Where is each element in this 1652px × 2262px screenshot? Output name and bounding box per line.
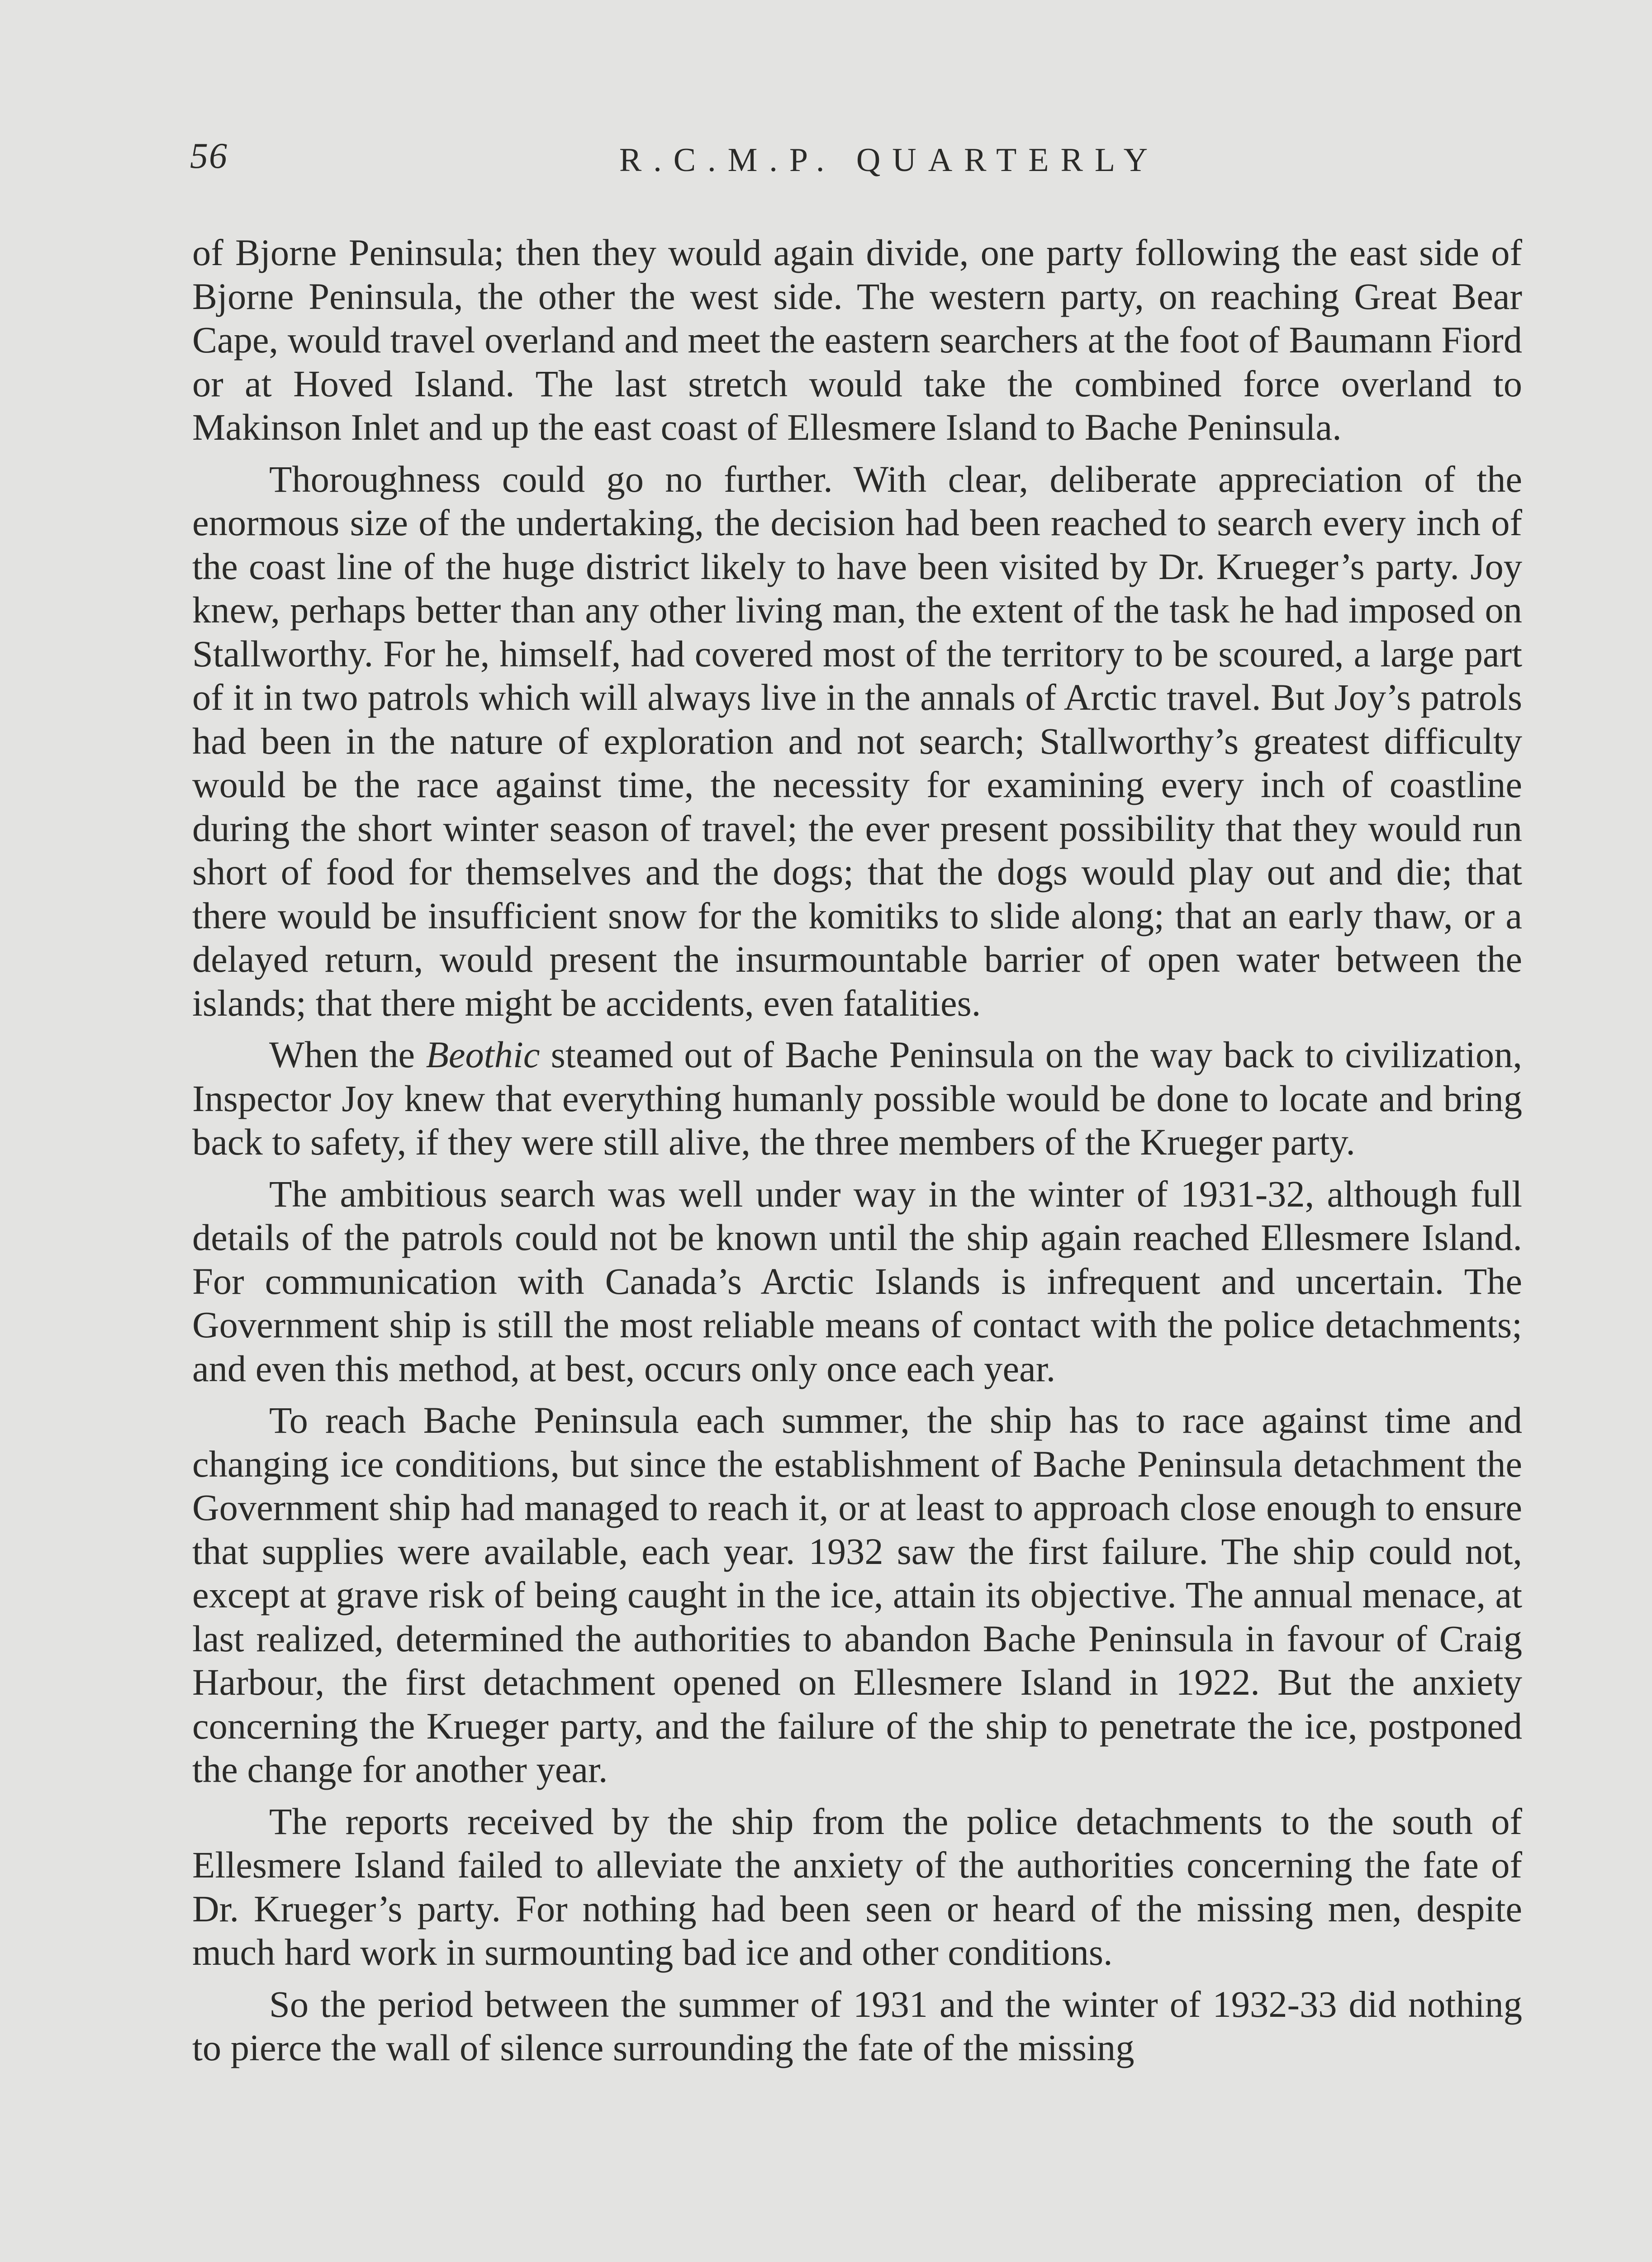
body-text (192, 231, 1522, 2070)
paragraph-6: The reports received by the ship from the police detachments to the south of Ellesmere Island failed to alleviate the anxiety of the authorities concerning the fate of Dr. Krueger’s party. For nothing had been seen or heard of the missing men, despite much hard work in surmounting bad ice and other conditions. (192, 1800, 1522, 1973)
paragraph-2: Thoroughness could go no further. With clear, deliberate appreciation of the enormous size of the undertaking, the decision had been reached to search every inch of the coast line of the huge district likely to have been visited by Dr. Krueger’s party. Joy knew, perhaps better than any other living man, the extent of the task he had imposed on Stallworthy. For he, himself, had covered most of the territory to be scoured, a large part of it in two patrols which will always live in the annals of Arctic travel. But Joy’s patrols had been in the nature of exploration and not search; Stallworthy’s greatest difficulty would be the race against time, the necessity for examining every inch of coastline during the short winter season of travel; the ever present possibility that they would run short of food for themselves and the dogs; that the dogs would play out and die; that there would be insufficient snow for the komitiks to slide along; that an early thaw, or a delayed return, would present the insurmountable barrier of open water between the islands; that there might be accidents, even fatalities. (192, 458, 1522, 1024)
ship-name-beothic: Beothic (426, 1034, 540, 1075)
paragraph-3 (192, 1033, 1522, 1164)
paragraph-3-lead: When the (269, 1034, 426, 1075)
paragraph-4: The ambitious search was well under way in the winter of 1931-32, although full details of the patrols could not be known until the ship again reached Ellesmere Island. For communication with Canada’s Arctic Islands is infrequent and uncertain. The Government ship is still the most reliable means of contact with the police detachments; and even this method, at best, occurs only once each year. (192, 1173, 1522, 1389)
running-head: R.C.M.P. QUARTERLY (619, 142, 1160, 179)
paragraph-5: To reach Bache Peninsula each summer, the ship has to race against time and changing ice conditions, but since the establishment of Bache Peninsula detachment the Government ship had managed to reach it, or at least to approach close enough to ensure that supplies were available, each year. 1932 saw the first failure. The ship could not, except at grave risk of being caught in the ice, attain its objective. The annual menace, at last realized, determined the authorities to abandon Bache Peninsula in favour of Craig Harbour, the first detachment opened on Ellesmere Island in 1922. But the anxiety concerning the Krueger party, and the failure of the ship to penetrate the ice, postponed the change for another year. (192, 1399, 1522, 1790)
paragraph-3-rest: steamed out of Bache Peninsula on the way back to civilization, Inspector Joy knew that everything humanly possible would be done to locate and bring back to safety, if they were still alive, the three members of the Krueger party. (192, 1034, 1522, 1163)
paragraph-1: of Bjorne Peninsula; then they would again divide, one party following the east side of Bjorne Peninsula, the other the west side. The western party, on reaching Great Bear Cape, would travel overland and meet the eastern searchers at the foot of Baumann Fiord or at Hoved Island. The last stretch would take the combined force overland to Makinson Inlet and up the east coast of Ellesmere Island to Bache Peninsula. (192, 232, 1522, 448)
page-number: 56 (190, 136, 228, 176)
paragraph-7: So the period between the summer of 1931 and the winter of 1932-33 did nothing to pierce the wall of silence surrounding the fate of the missing (192, 1983, 1522, 2068)
